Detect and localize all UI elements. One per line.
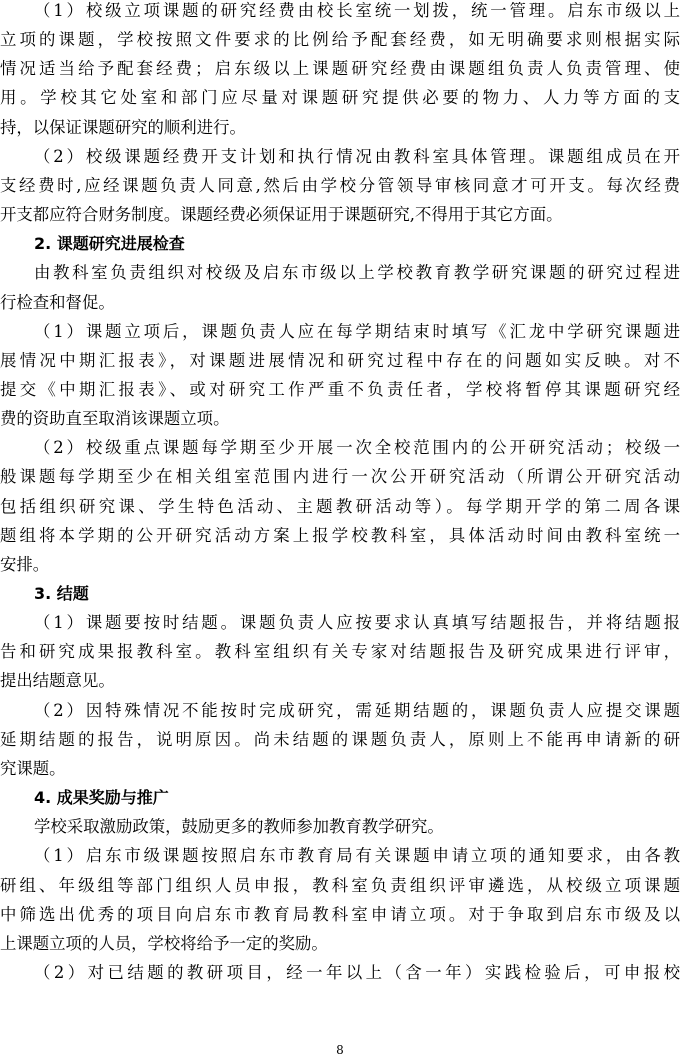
paragraph-line: 上课题立项的人员，学校将给予一定的奖励。	[0, 933, 328, 953]
paragraph-line: 般课题每学期至少在相关组室范围内进行一次公开研究活动（所谓公开研究活动	[0, 467, 680, 487]
paragraph-line: （2）因特殊情况不能按时完成研究，需延期结题的，课题负责人应提交课题	[34, 700, 680, 720]
paragraph-line: 立项的课题，学校按照文件要求的比例给予配套经费，如无明确要求则根据实际	[0, 30, 680, 50]
paragraph-line: （2）对已结题的教研项目，经一年以上（含一年）实践检验后，可申报校	[34, 962, 680, 982]
paragraph-line: 学校采取激励政策，鼓励更多的教师参加教育教学研究。	[34, 817, 444, 837]
paragraph-line: 研组、年级组等部门组织人员申报，教科室负责组织评审遴选，从校级立项课题	[0, 875, 680, 895]
paragraph-line: 费的资助直至取消该课题立项。	[0, 409, 230, 429]
paragraph-line: （1）校级立项课题的研究经费由校长室统一划拨，统一管理。启东市级以上	[34, 1, 680, 20]
paragraph-line: 提交《中期汇报表》、或对研究工作严重不负责任者，学校将暂停其课题研究经	[0, 379, 680, 399]
section-heading: 2. 课题研究进展检查	[34, 234, 185, 254]
paragraph-line: （2）校级重点课题每学期至少开展一次全校范围内的公开研究活动；校级一	[34, 438, 680, 458]
paragraph-line: 情况适当给予配套经费；启东级以上课题研究经费由课题组负责人负责管理、使	[0, 59, 680, 79]
paragraph-line: 中筛选出优秀的项目向启东市教育局教科室申请立项。对于争取到启东市级及以	[0, 904, 680, 924]
paragraph-line: 包括组织研究课、学生特色活动、主题教研活动等）。每学期开学的第二周各课	[0, 496, 680, 516]
paragraph-line: 究课题。	[0, 758, 66, 778]
paragraph-line: 行检查和督促。	[0, 292, 115, 312]
paragraph-line: 安排。	[0, 554, 50, 574]
paragraph-line: 开支都应符合财务制度。课题经费必须保证用于课题研究,不得用于其它方面。	[0, 205, 563, 225]
paragraph-line: 用。学校其它处室和部门应尽量对课题研究提供必要的物力、人力等方面的支	[0, 88, 680, 108]
paragraph-line: （1）启东市级课题按照启东市教育局有关课题申请立项的通知要求，由各教	[34, 846, 680, 866]
section-heading: 3. 结题	[34, 584, 89, 603]
paragraph-line: （1）课题要按时结题。课题负责人应按要求认真填写结题报告，并将结题报	[34, 613, 680, 633]
paragraph-line: 延期结题的报告，说明原因。尚未结题的课题负责人，原则上不能再申请新的研	[0, 729, 680, 749]
section-heading: 4. 成果奖励与推广	[34, 788, 169, 808]
paragraph-line: 告和研究成果报教科室。教科室组织有关专家对结题报告及研究成果进行评审，	[0, 642, 680, 662]
paragraph-line: 题组将本学期的公开研究活动方案上报学校教科室，具体活动时间由教科室统一	[0, 525, 680, 545]
paragraph-line: 支经费时,应经课题负责人同意,然后由学校分管领导审核同意才可开支。每次经费	[0, 175, 680, 195]
paragraph-line: 提出结题意见。	[0, 671, 115, 691]
page-number: 8	[336, 1043, 344, 1057]
paragraph-line: 由教科室负责组织对校级及启东市级以上学校教育教学研究课题的研究过程进	[34, 263, 680, 283]
paragraph-line: （1）课题立项后，课题负责人应在每学期结束时填写《汇龙中学研究课题进	[34, 321, 680, 341]
paragraph-line: 展情况中期汇报表》，对课题进展情况和研究过程中存在的问题如实反映。对不	[0, 350, 680, 370]
paragraph-line: （2）校级课题经费开支计划和执行情况由教科室具体管理。课题组成员在开	[34, 146, 680, 166]
paragraph-line: 持，以保证课题研究的顺利进行。	[0, 117, 246, 137]
